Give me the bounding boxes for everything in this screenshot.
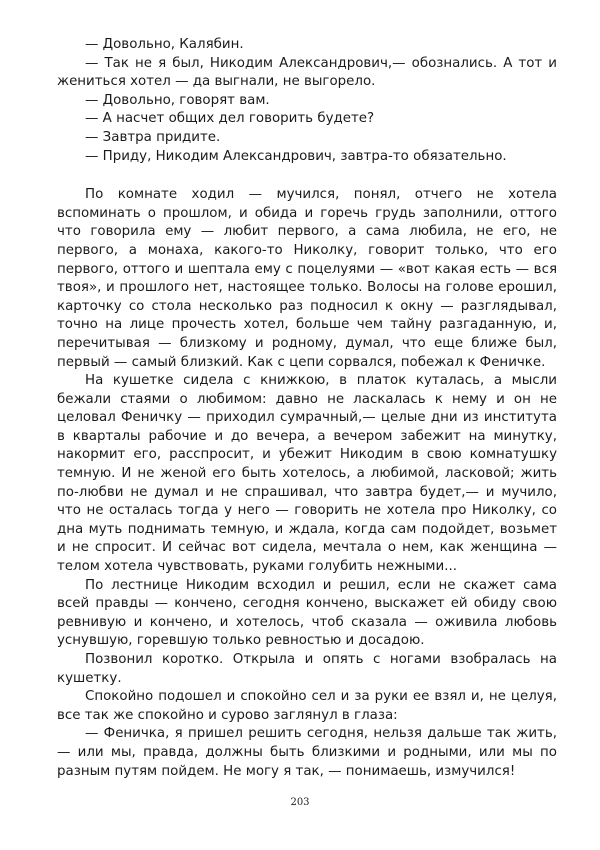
paragraph: По комнате ходил — мучился, понял, отчего не хотела вспоминать о прошлом, и обида и горечь грудь заполнили, оттого что говорила ему — любит первого, а сама любила, не его, не первого, а монаха, какого-то Николку, говорит только, что его первого, оттого и шептала ему с поцелуями — «вот какая есть — вся твоя», и прошлого нет, настоящее только. Волосы на голове ерошил, карточку со стола несколько раз подносил к окну — разглядывал, точно на лице прочесть хотел, больше чем тайну разгаданную, и, перечитывая — близкому и родному, думал, что еще ближе был, первый — самый близкий. Как с цепи сорвался, побежал к Феничке. <box>57 187 557 370</box>
page-body <box>57 36 557 781</box>
paragraph: Позвонил коротко. Открыла и опять с ногами взобралась на кушетку. <box>57 652 557 686</box>
paragraph: — Довольно, Калябин. <box>85 37 244 52</box>
section-gap <box>57 166 557 186</box>
paragraph: — Так не я был, Никодим Александрович,— обознались. А тот и жениться хотел — да выгнали, не выгорело. <box>57 55 557 90</box>
paragraph: — Феничка, я пришел решить сегодня, нельзя дальше так жить,— или мы, правда, должны быть близкими и родными, или мы по разным путям пойдем. Не могу я так, — понимаешь, измучился! <box>57 726 557 779</box>
paragraph: По лестнице Никодим всходил и решил, если не скажет сама всей правды — кончено, сегодня кончено, выскажет ей обиду свою ревнивую и кончено, и хотелось, чтоб сказала — оживила любовь уснувшую, горевшую только ревностью и досадою. <box>57 577 557 649</box>
page-number: 203 <box>290 797 310 808</box>
paragraph: На кушетке сидела с книжкою, в платок куталась, а мысли бежали стаями о любимом: давно не ласкалась к нему и он не целовал Феничку — приходил сумрачный,— целые дни из института в кварталы рабочие и до вечера, а вечером забежит на минутку, накормит его, расспросит, и убежит Никодим в свою комнатушку темную. И не женой его быть хотелось, а любимой, ласковой; жить по-любви не думал и не спрашивал, что завтра будет,— и мучило, что не осталась тогда у него — говорить не хотела про Николку, со дна муть поднимать темную, и ждала, когда сам подойдет, возьмет и не спросит. И сейчас вот сидела, мечтала о нем, как женщина — телом хотела чувствовать, руками голубить нежными... <box>57 373 557 575</box>
paragraph: — Завтра придите. <box>85 129 221 145</box>
paragraph: Спокойно подошел и спокойно сел и за руки ее взял и, не целуя, все так же спокойно и сурово заглянул в глаза: <box>57 689 557 723</box>
paragraph: — А насчет общих дел говорить будете? <box>85 111 375 127</box>
paragraph: — Приду, Никодим Александрович, завтра-то обязательно. <box>85 148 507 164</box>
paragraph: — Довольно, говорят вам. <box>85 92 270 108</box>
